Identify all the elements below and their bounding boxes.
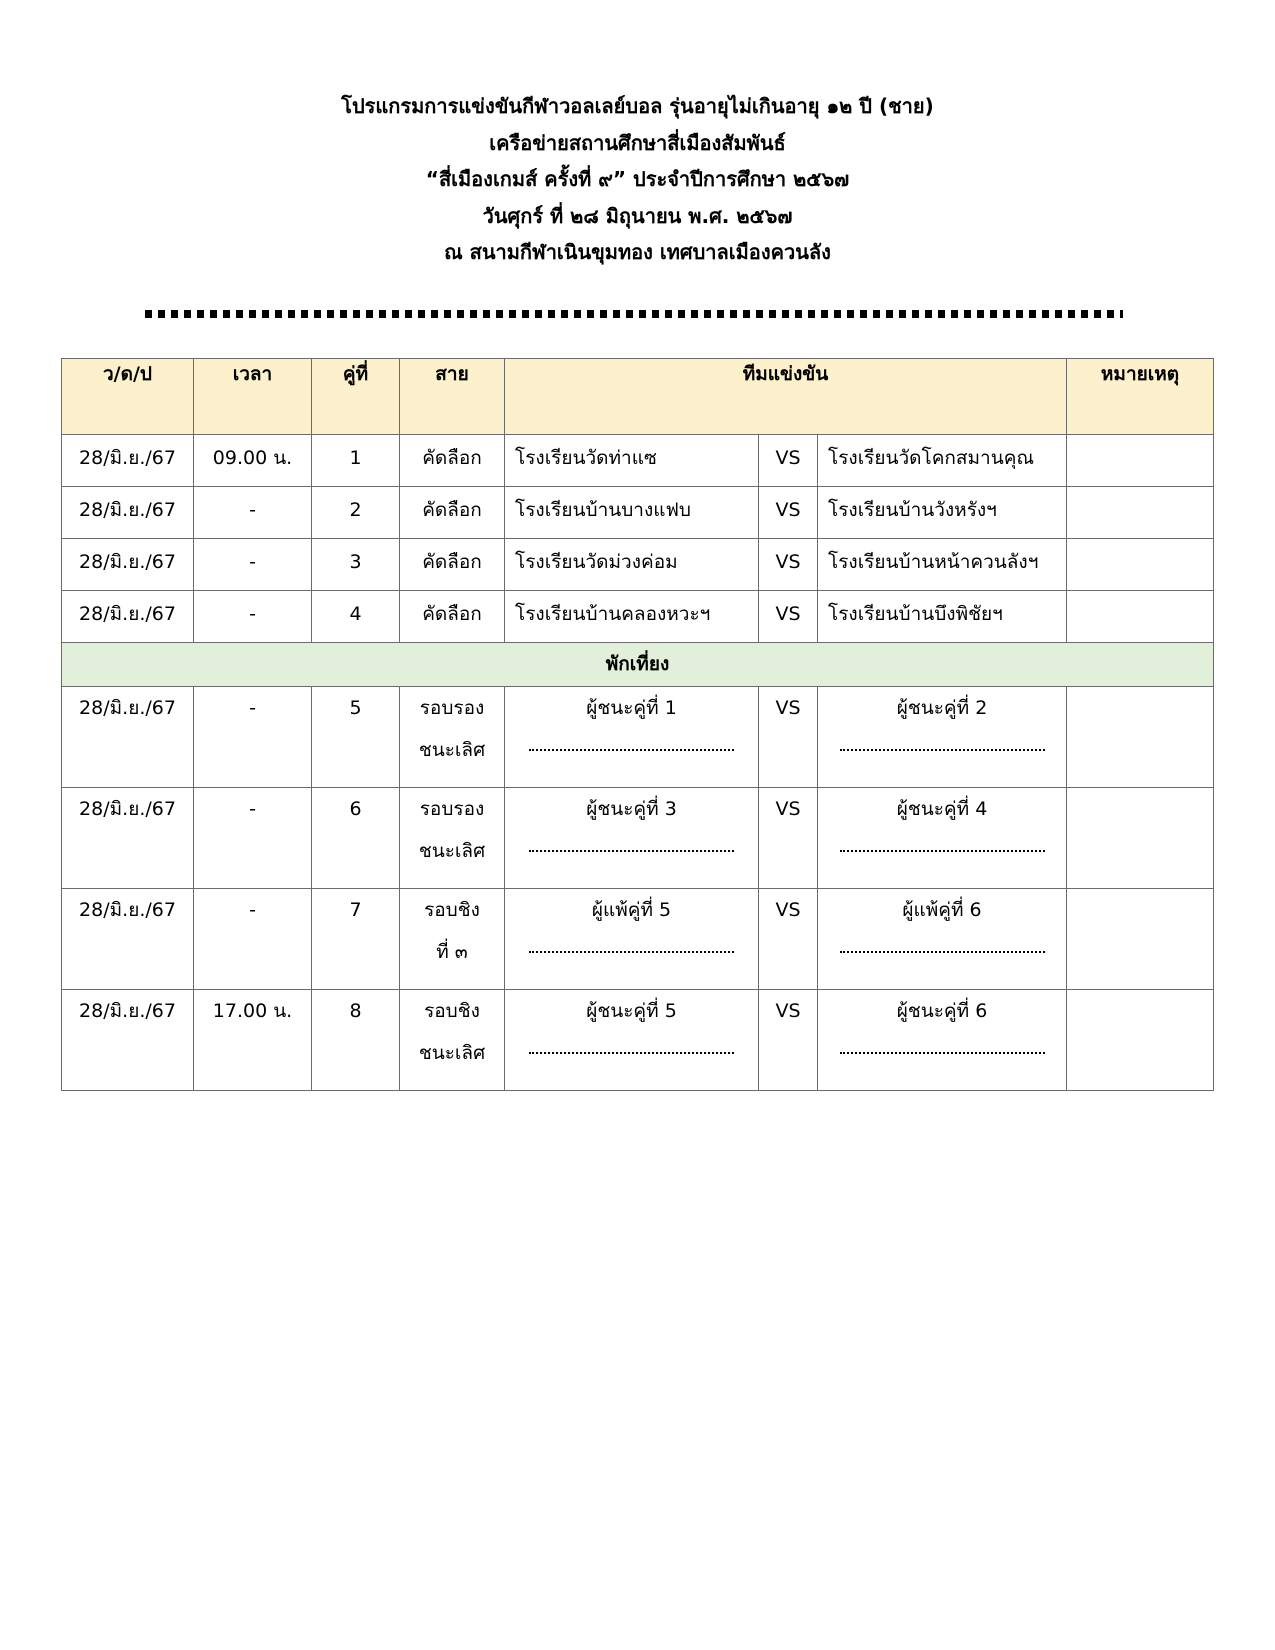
col-header-group: สาย	[400, 359, 505, 435]
cell-remark	[1067, 591, 1214, 643]
cell-team-b	[818, 687, 1067, 788]
table-row	[62, 539, 1214, 591]
cell-match: 2	[312, 487, 400, 539]
cell-vs: VS	[759, 435, 818, 487]
cell-vs-text: VS	[775, 798, 801, 820]
cell-team-b-text: ผู้แพ้คู่ที่ 6	[902, 899, 982, 921]
cell-match	[312, 990, 400, 1091]
cell-team-a	[505, 788, 759, 889]
cell-time: -	[194, 487, 312, 539]
cell-team-a	[505, 687, 759, 788]
lunch-break-row	[62, 643, 1214, 687]
cell-group-line2: ชนะเลิศ	[418, 739, 486, 761]
cell-date	[62, 889, 194, 990]
cell-match	[312, 889, 400, 990]
cell-remark	[1067, 687, 1214, 788]
cell-match-text: 8	[349, 1000, 362, 1022]
cell-remark	[1067, 990, 1214, 1091]
table-row	[62, 591, 1214, 643]
cell-team-b: โรงเรียนบ้านบึงพิชัยฯ	[818, 591, 1067, 643]
col-header-date: ว/ด/ป	[62, 359, 194, 435]
cell-group	[400, 889, 505, 990]
cell-date-text: 28/มิ.ย./67	[79, 697, 176, 719]
cell-vs: VS	[759, 487, 818, 539]
title-line-5: ณ สนามกีฬาเนินขุมทอง เทศบาลเมืองควนลัง	[444, 240, 831, 264]
cell-group	[400, 990, 505, 1091]
cell-vs	[759, 687, 818, 788]
cell-time-text: 17.00 น.	[212, 1000, 293, 1022]
blank-line	[529, 850, 734, 852]
col-header-remark: หมายเหตุ	[1067, 359, 1214, 435]
cell-team-a: โรงเรียนวัดท่าแซ	[505, 435, 759, 487]
col-header-teams: ทีมแข่งขัน	[505, 359, 1067, 435]
blank-line	[529, 1052, 734, 1054]
cell-team-a: โรงเรียนวัดม่วงค่อม	[505, 539, 759, 591]
cell-vs	[759, 990, 818, 1091]
cell-time-text: -	[249, 899, 256, 921]
cell-team-a: โรงเรียนบ้านบางแฟบ	[505, 487, 759, 539]
cell-time	[194, 788, 312, 889]
cell-vs-text: VS	[775, 1000, 801, 1022]
schedule-table	[61, 358, 1214, 1091]
blank-line	[840, 749, 1045, 751]
dotted-separator	[145, 310, 1123, 318]
cell-match: 1	[312, 435, 400, 487]
cell-vs	[759, 788, 818, 889]
cell-team-b	[818, 788, 1067, 889]
cell-team-a	[505, 990, 759, 1091]
table-row	[62, 687, 1214, 788]
table-row	[62, 487, 1214, 539]
cell-group	[400, 788, 505, 889]
cell-team-b	[818, 990, 1067, 1091]
cell-group: คัดลือก	[400, 539, 505, 591]
cell-team-a-text: ผู้ชนะคู่ที่ 1	[586, 697, 677, 719]
cell-time: 09.00 น.	[194, 435, 312, 487]
table-row	[62, 990, 1214, 1091]
cell-date-text: 28/มิ.ย./67	[79, 798, 176, 820]
cell-vs-text: VS	[775, 697, 801, 719]
lunch-break-label: พักเที่ยง	[62, 643, 1214, 687]
cell-team-a-text: ผู้แพ้คู่ที่ 5	[591, 899, 672, 921]
cell-match	[312, 687, 400, 788]
cell-team-b-text: ผู้ชนะคู่ที่ 6	[896, 1000, 988, 1022]
cell-date-text: 28/มิ.ย./67	[79, 899, 176, 921]
cell-remark	[1067, 788, 1214, 889]
blank-line	[529, 749, 734, 751]
cell-match-text: 6	[349, 798, 362, 820]
table-header-row	[62, 359, 1214, 435]
cell-time	[194, 889, 312, 990]
cell-group-line1: รอบรอง	[419, 697, 485, 719]
col-header-match: คู่ที่	[312, 359, 400, 435]
cell-remark	[1067, 435, 1214, 487]
cell-date-text: 28/มิ.ย./67	[79, 1000, 176, 1022]
document-header	[0, 88, 1275, 271]
cell-date: 28/มิ.ย./67	[62, 487, 194, 539]
cell-time-text: -	[249, 798, 256, 820]
cell-team-b-text: ผู้ชนะคู่ที่ 4	[896, 798, 988, 820]
cell-match	[312, 788, 400, 889]
cell-time: -	[194, 591, 312, 643]
cell-date: 28/มิ.ย./67	[62, 539, 194, 591]
cell-group-line1: รอบรอง	[419, 798, 485, 820]
title-line-4: วันศุกร์ ที่ ๒๘ มิถุนายน พ.ศ. ๒๕๖๗	[482, 203, 793, 228]
cell-match: 4	[312, 591, 400, 643]
cell-match-text: 7	[349, 899, 362, 921]
cell-date: 28/มิ.ย./67	[62, 435, 194, 487]
cell-match: 3	[312, 539, 400, 591]
cell-team-b: โรงเรียนวัดโคกสมานคุณ	[818, 435, 1067, 487]
blank-line	[840, 951, 1045, 953]
cell-group-line1: รอบชิง	[424, 899, 480, 921]
cell-group: คัดลือก	[400, 591, 505, 643]
cell-vs: VS	[759, 591, 818, 643]
cell-team-a-text: ผู้ชนะคู่ที่ 5	[586, 1000, 677, 1022]
table-row	[62, 788, 1214, 889]
blank-line	[529, 951, 734, 953]
cell-team-b: โรงเรียนบ้านหน้าควนลังฯ	[818, 539, 1067, 591]
cell-remark	[1067, 539, 1214, 591]
blank-line	[840, 850, 1045, 852]
cell-date: 28/มิ.ย./67	[62, 591, 194, 643]
cell-team-a-text: ผู้ชนะคู่ที่ 3	[586, 798, 677, 820]
cell-vs-text: VS	[775, 899, 801, 921]
cell-team-a: โรงเรียนบ้านคลองหวะฯ	[505, 591, 759, 643]
table-row	[62, 435, 1214, 487]
cell-date	[62, 788, 194, 889]
cell-date	[62, 990, 194, 1091]
table-row	[62, 889, 1214, 990]
cell-group-line1: รอบชิง	[424, 1000, 480, 1022]
cell-vs: VS	[759, 539, 818, 591]
blank-line	[840, 1052, 1045, 1054]
cell-time-text: -	[249, 697, 256, 719]
cell-team-a	[505, 889, 759, 990]
cell-group-line2: ที่ ๓	[436, 941, 468, 963]
cell-match-text: 5	[349, 697, 362, 719]
cell-team-b: โรงเรียนบ้านวังหรังฯ	[818, 487, 1067, 539]
cell-group: คัดลือก	[400, 435, 505, 487]
cell-remark	[1067, 889, 1214, 990]
cell-vs	[759, 889, 818, 990]
cell-team-b	[818, 889, 1067, 990]
title-line-1: โปรแกรมการแข่งขันกีฬาวอลเลย์บอล รุ่นอายุไม่เกินอายุ ๑๒ ปี (ชาย)	[341, 94, 934, 118]
cell-group-line2: ชนะเลิศ	[418, 840, 486, 862]
title-line-3: “สี่เมืองเกมส์ ครั้งที่ ๙” ประจำปีการศึกษา ๒๕๖๗	[425, 167, 850, 191]
cell-group-line2: ชนะเลิศ	[418, 1042, 486, 1064]
cell-time	[194, 990, 312, 1091]
title-line-2: เครือข่ายสถานศึกษาสี่เมืองสัมพันธ์	[489, 130, 786, 155]
cell-group: คัดลือก	[400, 487, 505, 539]
cell-time	[194, 687, 312, 788]
cell-remark	[1067, 487, 1214, 539]
col-header-time: เวลา	[194, 359, 312, 435]
cell-group	[400, 687, 505, 788]
cell-team-b-text: ผู้ชนะคู่ที่ 2	[896, 697, 988, 719]
cell-date	[62, 687, 194, 788]
cell-time: -	[194, 539, 312, 591]
